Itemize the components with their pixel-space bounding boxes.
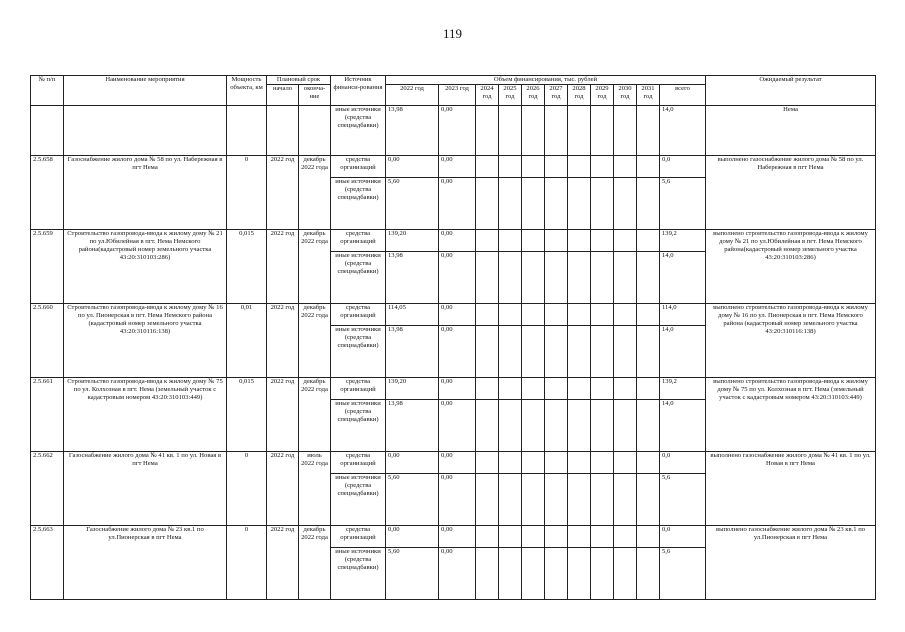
result-cell: выполнено газоснабжение жилого дома № 58 по ул. Набережная в пгт Нема bbox=[706, 156, 876, 230]
col-year: 2030 год bbox=[614, 85, 637, 106]
source-cell: иные источники (средства спецнадбавки) bbox=[331, 252, 386, 304]
row-number: 2.5.660 bbox=[31, 304, 64, 378]
col-year: 2025 год bbox=[499, 85, 522, 106]
result-cell: выполнено строительство газопровода-ввода к жилому дому № 16 по ул. Пионерская в пгт. Нема Немского района (кадастровый номер земельного участка 43:20:310116:138) bbox=[706, 304, 876, 378]
end-cell: декабрь 2022 года bbox=[299, 230, 331, 304]
total-cell: 0,0 bbox=[660, 526, 706, 548]
row-number: 2.5.658 bbox=[31, 156, 64, 230]
capacity-cell: 0,01 bbox=[227, 304, 267, 378]
total-cell: 14,0 bbox=[660, 326, 706, 378]
start-cell: 2022 год bbox=[267, 378, 299, 452]
start-cell: 2022 год bbox=[267, 304, 299, 378]
col-year: 2026 год bbox=[522, 85, 545, 106]
result-cell: выполнено строительство газопровода-ввода к жилому дому № 21 по ул.Юбилейная в пгт. Нема Немского района(кадастровый номер земельного участка 43:20:310103:286) bbox=[706, 230, 876, 304]
value-cell: 0,00 bbox=[439, 474, 476, 526]
capacity-cell: 0 bbox=[227, 156, 267, 230]
capacity-cell: 0 bbox=[227, 452, 267, 526]
total-cell: 14,0 bbox=[660, 252, 706, 304]
measure-name: Строительство газопровода-ввода к жилому дому № 21 по ул.Юбилейная в пгт. Нема Немского района(кадастровый номер земельного участка 43:20:310103:286) bbox=[64, 230, 227, 304]
col-year: 2029 год bbox=[591, 85, 614, 106]
source-cell: иные источники (средства спецнадбавки) bbox=[331, 548, 386, 600]
table-row bbox=[31, 526, 876, 548]
row-number: 2.5.659 bbox=[31, 230, 64, 304]
end-cell: декабрь 2022 года bbox=[299, 378, 331, 452]
value-cell: 0,00 bbox=[439, 178, 476, 230]
result-cell: выполнено газоснабжение жилого дома № 23 кв.1 по ул.Пионерская в пгт Нема bbox=[706, 526, 876, 600]
value-cell: 0,00 bbox=[439, 400, 476, 452]
row-number: 2.5.661 bbox=[31, 378, 64, 452]
end-cell: декабрь 2022 года bbox=[299, 304, 331, 378]
value-cell: 5,60 bbox=[386, 178, 439, 230]
value-cell: 13,98 bbox=[386, 326, 439, 378]
col-plan: Плановый срок bbox=[267, 76, 331, 85]
source-cell: средства организаций bbox=[331, 378, 386, 400]
source-cell: средства организаций bbox=[331, 304, 386, 326]
source-cell: средства организаций bbox=[331, 452, 386, 474]
end-cell: декабрь 2022 года bbox=[299, 526, 331, 600]
total-cell: 14,0 bbox=[660, 106, 706, 156]
table-row bbox=[31, 452, 876, 474]
value-cell: 0,00 bbox=[386, 156, 439, 178]
value-cell: 0,00 bbox=[386, 526, 439, 548]
col-year: 2022 год bbox=[386, 85, 439, 106]
result-cell: выполнено строительство газопровода-ввода к жилому дому № 75 по ул. Колхозная в пгт. Нема (земельный участок с кадастровым номером 43:20:310103:449) bbox=[706, 378, 876, 452]
total-cell: 14,0 bbox=[660, 400, 706, 452]
measure-name: Газоснабжение жилого дома № 23 кв.1 по ул.Пионерская в пгт Нема bbox=[64, 526, 227, 600]
value-cell: 0,00 bbox=[439, 452, 476, 474]
value-cell: 0,00 bbox=[386, 452, 439, 474]
value-cell: 0,00 bbox=[439, 106, 476, 156]
value-cell: 114,05 bbox=[386, 304, 439, 326]
value-cell: 13,98 bbox=[386, 106, 439, 156]
col-end: оконча-ние bbox=[299, 85, 331, 106]
value-cell: 0,00 bbox=[439, 156, 476, 178]
table-header bbox=[31, 76, 876, 106]
measure-name: Газоснабжение жилого дома № 41 кв. 1 по ул. Новая в пгт Нема bbox=[64, 452, 227, 526]
value-cell: 0,00 bbox=[439, 378, 476, 400]
source-cell: иные источники (средства спецнадбавки) bbox=[331, 106, 386, 156]
col-year: 2024 год bbox=[476, 85, 499, 106]
page-number: 119 bbox=[442, 26, 463, 41]
table-row bbox=[31, 304, 876, 326]
col-total: всего bbox=[660, 85, 706, 106]
total-cell: 5,6 bbox=[660, 474, 706, 526]
total-cell: 0,0 bbox=[660, 156, 706, 178]
measure-name: Строительство газопровода-ввода к жилому дому № 75 по ул. Колхозная в пгт. Нема (земельный участок с кадастровым номером 43:20:310103:449) bbox=[64, 378, 227, 452]
total-cell: 114,0 bbox=[660, 304, 706, 326]
value-cell: 0,00 bbox=[439, 326, 476, 378]
source-cell: иные источники (средства спецнадбавки) bbox=[331, 178, 386, 230]
col-start: начало bbox=[267, 85, 299, 106]
value-cell: 0,00 bbox=[439, 230, 476, 252]
source-cell: средства организаций bbox=[331, 526, 386, 548]
result-cell: выполнено газоснабжение жилого дома № 41 кв. 1 по ул. Новая в пгт Нема bbox=[706, 452, 876, 526]
total-cell: 5,6 bbox=[660, 178, 706, 230]
value-cell: 5,60 bbox=[386, 548, 439, 600]
start-cell: 2022 год bbox=[267, 230, 299, 304]
value-cell: 139,20 bbox=[386, 378, 439, 400]
total-cell: 139,2 bbox=[660, 378, 706, 400]
value-cell: 13,98 bbox=[386, 400, 439, 452]
result-cell: Нема bbox=[706, 106, 876, 156]
table-row bbox=[31, 156, 876, 178]
total-cell: 139,2 bbox=[660, 230, 706, 252]
start-cell: 2022 год bbox=[267, 452, 299, 526]
end-cell: декабрь 2022 года bbox=[299, 156, 331, 230]
source-cell: иные источники (средства спецнадбавки) bbox=[331, 474, 386, 526]
total-cell: 5,6 bbox=[660, 548, 706, 600]
source-cell: иные источники (средства спецнадбавки) bbox=[331, 326, 386, 378]
source-cell: иные источники (средства спецнадбавки) bbox=[331, 400, 386, 452]
capacity-cell: 0,015 bbox=[227, 378, 267, 452]
col-result: Ожидаемый результат bbox=[706, 76, 876, 106]
end-cell: июль 2022 года bbox=[299, 452, 331, 526]
value-cell: 0,00 bbox=[439, 548, 476, 600]
value-cell: 139,20 bbox=[386, 230, 439, 252]
col-source: Источник финанси-рования bbox=[331, 76, 386, 106]
capacity-cell: 0,015 bbox=[227, 230, 267, 304]
col-capacity: Мощность объекта, км bbox=[227, 76, 267, 106]
col-year: 2031 год bbox=[637, 85, 660, 106]
value-cell: 0,00 bbox=[439, 252, 476, 304]
measure-name: Газоснабжение жилого дома № 58 по ул. Набережная в пгт Нема bbox=[64, 156, 227, 230]
col-year: 2023 год bbox=[439, 85, 476, 106]
row-number: 2.5.663 bbox=[31, 526, 64, 600]
value-cell: 13,98 bbox=[386, 252, 439, 304]
source-cell: средства организаций bbox=[331, 156, 386, 178]
col-funding: Объем финансирования, тыс. рублей bbox=[386, 76, 706, 85]
measure-name: Строительство газопровода-ввода к жилому дому № 16 по ул. Пионерская в пгт. Нема Немского района (кадастровый номер земельного участка 43:20:310116:138) bbox=[64, 304, 227, 378]
col-year: 2027 год bbox=[545, 85, 568, 106]
table-row bbox=[31, 378, 876, 400]
capacity-cell: 0 bbox=[227, 526, 267, 600]
source-cell: средства организаций bbox=[331, 230, 386, 252]
funding-table bbox=[30, 75, 876, 600]
value-cell: 0,00 bbox=[439, 526, 476, 548]
col-year: 2028 год bbox=[568, 85, 591, 106]
start-cell: 2022 год bbox=[267, 526, 299, 600]
total-cell: 0,0 bbox=[660, 452, 706, 474]
table-row bbox=[31, 106, 876, 156]
value-cell: 0,00 bbox=[439, 304, 476, 326]
col-name: Наименование мероприятия bbox=[64, 76, 227, 106]
start-cell: 2022 год bbox=[267, 156, 299, 230]
row-number: 2.5.662 bbox=[31, 452, 64, 526]
col-no: № п/п bbox=[31, 76, 64, 106]
value-cell: 5,60 bbox=[386, 474, 439, 526]
table-row bbox=[31, 230, 876, 252]
